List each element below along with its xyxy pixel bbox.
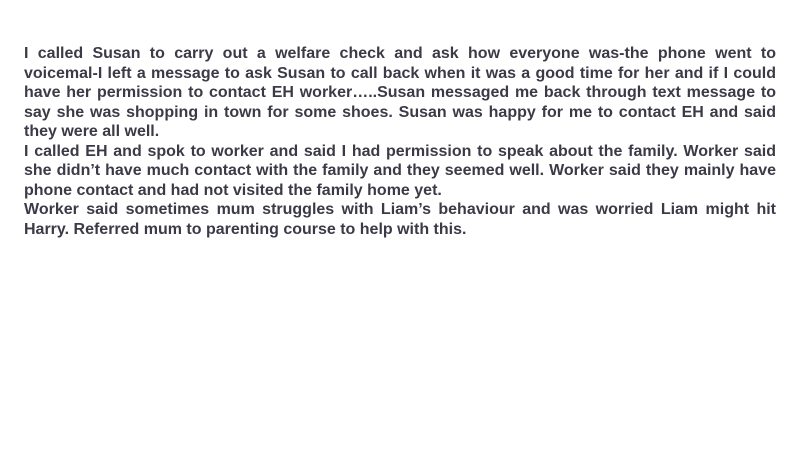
note-paragraph-behaviour-referral: Worker said sometimes mum struggles with Liam’s behaviour and was worried Liam might hit Harry. Referred mum to parenting course to help with this. <box>24 201 776 238</box>
note-paragraph-eh-worker-call: I called EH and spok to worker and said I had permission to speak about the family. Worker said she didn’t have much contact with the family and they seemed well. Worker said they mainly have phone contact and had not visited the family home yet. <box>24 142 776 199</box>
note-paragraph-welfare-check: I called Susan to carry out a welfare check and ask how everyone was-the phone went to voicemal-I left a message to ask Susan to call back when it was a good time for her and if I could have her permission to contact EH worker…..Susan messaged me back through text message to say she was shopping in town for some shoes. Susan was happy for me to contact EH and said they were all well. <box>24 45 776 140</box>
